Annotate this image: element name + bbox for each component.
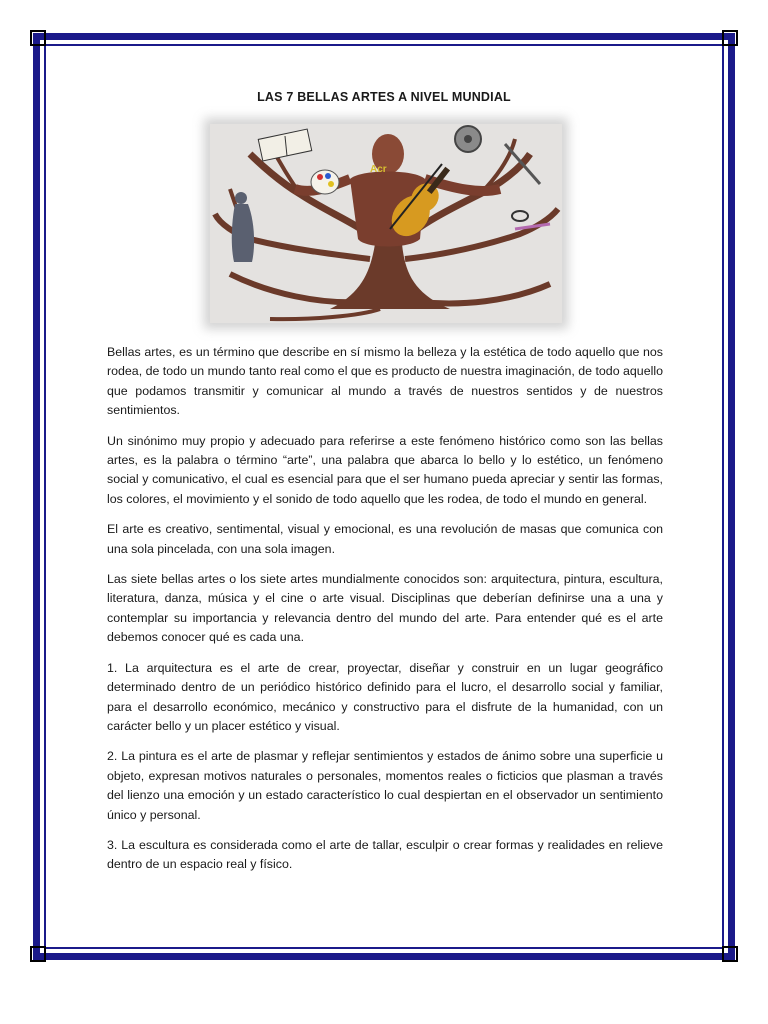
document-body <box>107 343 663 886</box>
paragraph-painting: 2. La pintura es el arte de plasmar y reflejar sentimientos y estados de ánimo sobre una superficie u objeto, expresan motivos naturales o personales, momentos reales o ficticios que plasman a través del lienzo una emoción y un estado característico lo cual despiertan en el observador un sentimiento único y personal. <box>107 749 663 822</box>
paragraph-sculpture: 3. La escultura es considerada como el arte de tallar, esculpir o crear formas y realidades en relieve dentro de un espacio real y físico. <box>107 837 663 872</box>
paragraph-art-creative: El arte es creativo, sentimental, visual y emocional, es una revolución de masas que comunica con una sola pincelada, con una sola imagen. <box>107 522 663 556</box>
paragraph-architecture: 1. La arquitectura es el arte de crear, proyectar, diseñar y construir en un lugar geográfico determinado dentro de un periódico histórico definido para el lucro, el desarrollo social y familiar, para el desarrollo económico, mecánico y constructivo para el disfrute de la humanidad, con un carácter bello y un placer estético y visual. <box>107 660 663 733</box>
arts-tree-illustration <box>210 124 562 323</box>
paragraph-seven-arts: Las siete bellas artes o los siete artes mundialmente conocidos son: arquitectura, pintura, escultura, literatura, danza, música y el cine o arte visual. Disciplinas que deberían definirse una a una y contemplar su importancia y relevancia dentro del mundo del arte. Para entender qué es el arte debemos conocer qué es cada una. <box>107 572 663 645</box>
document-title: LAS 7 BELLAS ARTES A NIVEL MUNDIAL <box>257 90 511 104</box>
paragraph-synonym: Un sinónimo muy propio y adecuado para referirse a este fenómeno histórico como son las bellas artes, es la palabra o término “arte”, una palabra que abarca lo bello y lo estético, un fenómeno social y comunicativo, el cual es esencial para que el ser humano pueda apreciar y sentir las formas, los colores, el movimiento y el sonido de todo aquello que les rodea, de todo el mundo en general. <box>107 433 663 506</box>
corner-ornament-top-left <box>30 30 46 46</box>
illustration-label: Acr <box>370 164 387 175</box>
corner-ornament-bottom-left <box>30 946 46 962</box>
paragraph-intro: Bellas artes, es un término que describe en sí mismo la belleza y la estética de todo aquello que nos rodea, de todo un mundo tanto real como el que es producto de nuestra imaginación, de todo aquello que podamos transmitir y comunicar al mundo a través de nuestros sentidos y de nuestros sentimientos. <box>107 345 663 418</box>
corner-ornament-top-right <box>722 30 738 46</box>
corner-ornament-bottom-right <box>722 946 738 962</box>
